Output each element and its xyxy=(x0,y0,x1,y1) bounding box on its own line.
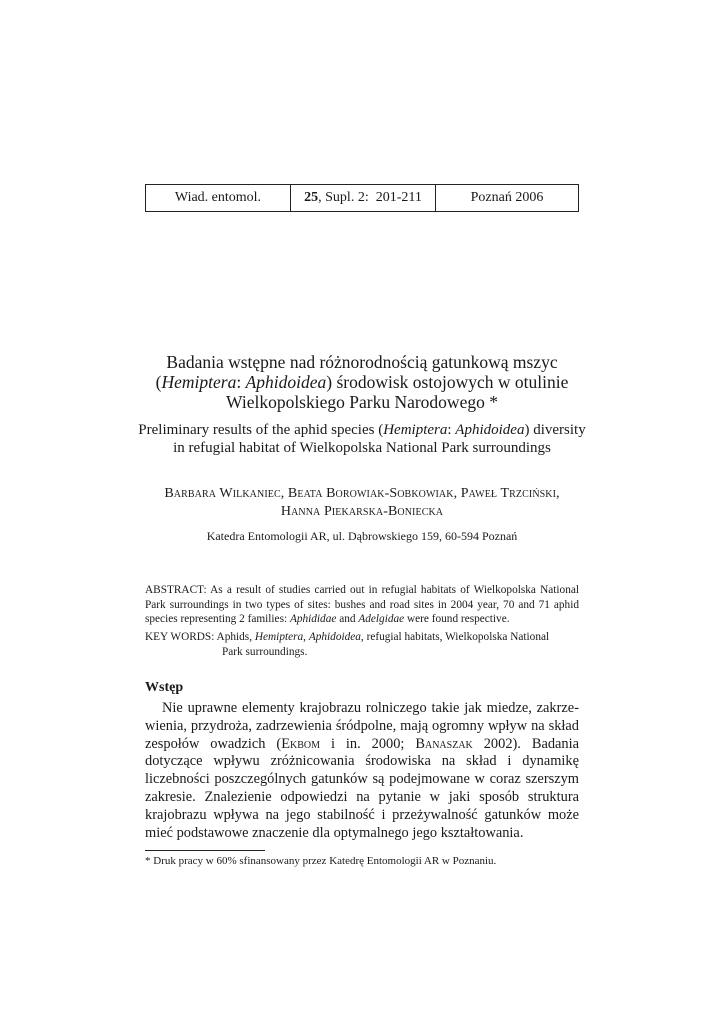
affiliation: Katedra Entomologii AR, ul. Dąbrowskiego 159, 60-594 Poznań xyxy=(206,529,518,543)
place-year-cell xyxy=(436,185,578,211)
title-english xyxy=(100,421,624,457)
author-list xyxy=(100,485,624,521)
volume-number: 25 xyxy=(304,190,319,205)
authors-line-1: Barbara Wilkaniec, Beata Borowiak-Sobkowiak, Paweł Trzciński, xyxy=(164,486,560,501)
title-pl-line-1: Badania wstępne nad różnorodnością gatunkową mszyc xyxy=(166,352,558,372)
supplement-pages: , Supl. 2: 201-211 xyxy=(318,190,422,205)
footnote: * Druk pracy w 60% sfinansowany przez Katedrę Entomologii AR w Poznaniu. xyxy=(145,855,497,867)
title-polish xyxy=(100,352,624,412)
title-en-line-1: Preliminary results of the aphid species (Hemiptera: Aphidoidea) diversity xyxy=(138,422,586,438)
title-pl-line-3: Wielkopolskiego Parku Narodowego * xyxy=(226,392,498,412)
journal-header-box xyxy=(145,184,579,212)
title-en-line-2: in refugial habitat of Wielkopolska National Park surroundings xyxy=(173,440,551,456)
footnote-rule xyxy=(145,850,265,851)
intro-paragraph: Nie uprawne elementy krajobrazu rolniczego takie jak miedze, zakrzewienia, przydroża, zadrzewienia śródpolne, mają ogromny wpływ na skład zespołów owadzich (Ekbom i in. 2000; Banaszak 2002). Badania dotyczące wpływu zróżnicowania środowiska na skład i dynamikę liczebności poszczególnych gatunków są podejmowane w coraz szerszym zakresie. Znalezienie odpowiedzi na pytanie w jaki sposób struktura krajobrazu wpływa na jego stabilność i przeżywalność gatunków może mieć podstawowe znaczenie dla optymalnego jego kształtowania. xyxy=(145,700,580,841)
title-pl-line-2: (Hemiptera: Aphidoidea) środowisk ostojowych w otulinie xyxy=(155,372,569,392)
keywords-line-2: Park surroundings. xyxy=(222,645,308,658)
journal-name-cell xyxy=(146,185,291,211)
citation-banaszak: Banaszak xyxy=(415,735,473,752)
journal-name: Wiad. entomol. xyxy=(174,190,262,205)
citation-ekbom: Ekbom xyxy=(281,735,320,752)
volume-cell xyxy=(291,185,436,211)
abstract: ABSTRACT: As a result of studies carried out in refugial habitats of Wielkopolska National Park surroundings in two types of sites: bushes and road sites in 2004 year, 70 and 71 aphid species representing 2 families: Aphididae and Adelgidae were found respective. xyxy=(145,584,579,626)
authors-line-2: Hanna Piekarska-Boniecka xyxy=(280,504,444,519)
keywords-line-1: KEY WORDS: Aphids, Hemiptera, Aphidoidea, refugial habitats, Wielkopolska National xyxy=(145,631,550,643)
section-heading: Wstęp xyxy=(145,680,184,695)
place-year: Poznań 2006 xyxy=(470,190,544,205)
keywords xyxy=(145,630,579,659)
